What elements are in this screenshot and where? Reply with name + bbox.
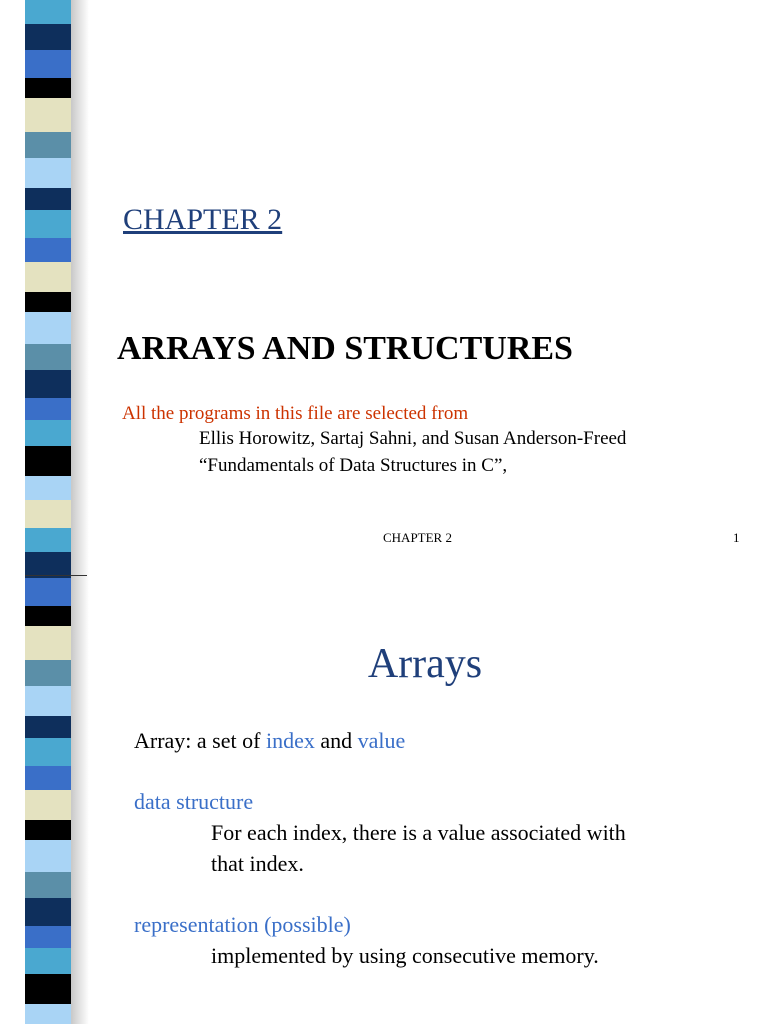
strip-tile: [25, 370, 71, 398]
strip-tile: [25, 50, 71, 78]
decorative-color-strip: [25, 0, 71, 1024]
strip-tile: [25, 446, 71, 476]
strip-tile: [25, 344, 71, 370]
strip-tile: [25, 898, 71, 926]
strip-tile: [25, 312, 71, 344]
strip-tile: [25, 238, 71, 262]
strip-tile: [25, 578, 71, 606]
array-definition-line: [134, 728, 405, 754]
slide-footer-label: CHAPTER 2: [383, 530, 452, 545]
strip-tile: [25, 132, 71, 158]
strip-tile: [25, 158, 71, 188]
strip-tile: [25, 948, 71, 974]
data-structure-body-line-1: For each index, there is a value associated with: [211, 820, 626, 845]
strip-tile: [25, 528, 71, 552]
strip-tile: [25, 78, 71, 98]
term-index: index: [265, 728, 315, 753]
strip-tile: [25, 476, 71, 500]
strip-tile: [25, 0, 71, 24]
book-title-line: “Fundamentals of Data Structures in C”,: [199, 455, 508, 476]
strip-tile: [25, 686, 71, 716]
strip-tile: [25, 420, 71, 446]
strip-tile: [25, 926, 71, 948]
strip-tile: [25, 1004, 71, 1024]
strip-tile: [25, 790, 71, 820]
term-value: value: [357, 728, 406, 753]
strip-tile: [25, 974, 71, 1004]
strip-tile: [25, 98, 71, 132]
definition-prefix: Array: a set of: [134, 728, 266, 753]
chapter-subtitle: ARRAYS AND STRUCTURES: [117, 330, 573, 367]
slide-page-number: 1: [733, 530, 740, 545]
strip-tile: [25, 840, 71, 872]
strip-tile: [25, 24, 71, 50]
strip-tile: [25, 872, 71, 898]
representation-heading: representation (possible): [134, 912, 351, 937]
data-structure-body-line-2: that index.: [211, 851, 304, 876]
strip-tile: [25, 188, 71, 210]
data-structure-heading: data structure: [134, 789, 254, 814]
strip-tile: [25, 820, 71, 840]
chapter-title: CHAPTER 2: [123, 203, 283, 236]
strip-tile: [25, 262, 71, 292]
representation-body: implemented by using consecutive memory.: [211, 943, 599, 968]
strip-tile: [25, 738, 71, 766]
definition-middle: and: [314, 728, 358, 753]
strip-tile: [25, 766, 71, 790]
strip-tile: [25, 398, 71, 420]
authors-line: Ellis Horowitz, Sartaj Sahni, and Susan Anderson-Freed: [199, 428, 627, 449]
strip-tile: [25, 716, 71, 738]
strip-tile: [25, 500, 71, 528]
strip-tile: [25, 606, 71, 626]
strip-tile: [25, 292, 71, 312]
strip-shadow: [71, 0, 89, 1024]
strip-tile: [25, 210, 71, 238]
slide-divider: [25, 575, 87, 576]
slide-title: Arrays: [367, 641, 483, 687]
source-note: All the programs in this file are selected from: [122, 403, 469, 424]
